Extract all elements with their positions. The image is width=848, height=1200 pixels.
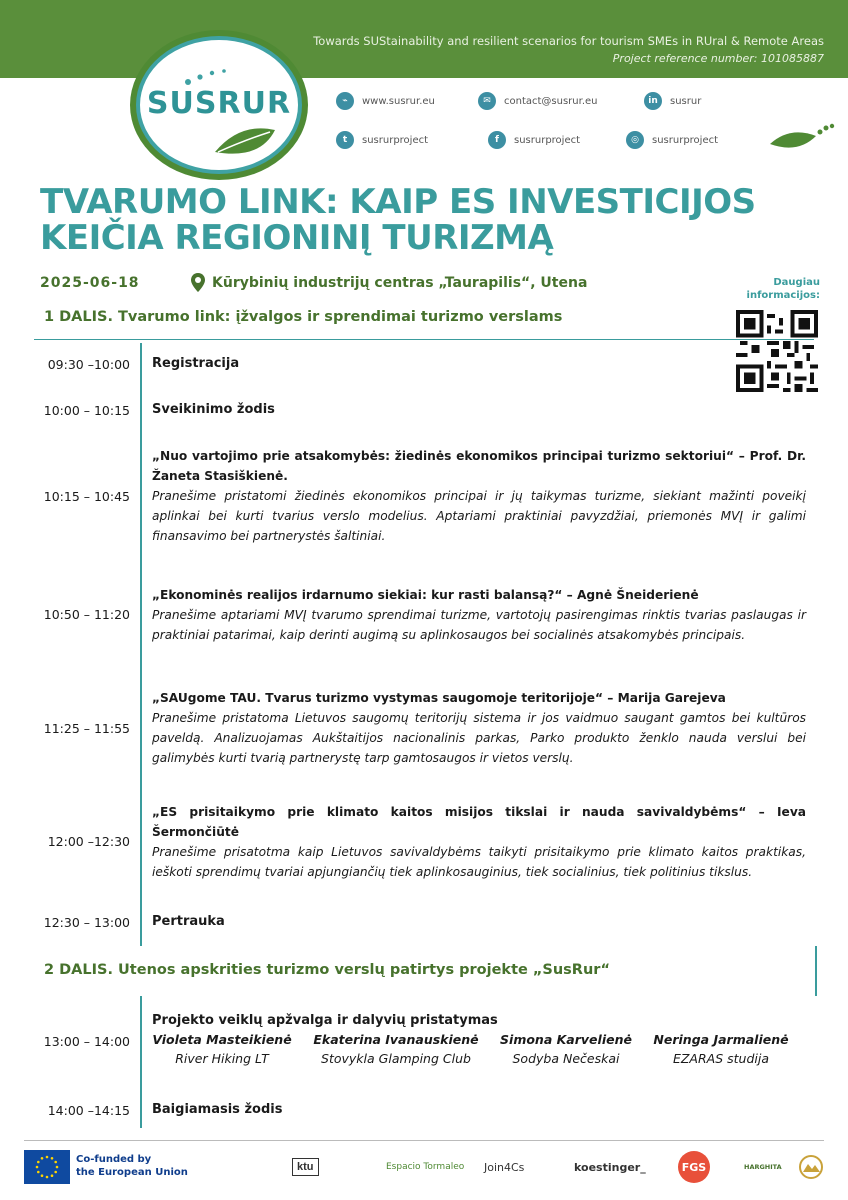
time-welcome: 10:00 – 10:15 (43, 403, 130, 418)
talk3-block (152, 688, 806, 768)
facebook-icon: f (488, 131, 506, 149)
talk2-title: „Ekonominės realijos irdarnumo siekiai: kur rasti balansą?“ – Agnė Šneiderienė (152, 588, 699, 602)
talk1-block (152, 446, 806, 546)
talk2-description: Pranešime aptariami MVĮ tvarumo sprendimai turizme, vartotojų pasirengimas rinktis tvarias paslaugas ir praktiniai patarimai, kaip derinti augimą su aplinkosaugos bei socialinės atsakomybės principais. (152, 608, 806, 642)
instagram-icon: ◎ (626, 131, 644, 149)
event-title: TVARUMO LINK: KAIP ES INVESTICIJOS KEIČIA REGIONINĮ TURIZMĄ (40, 182, 756, 258)
part1-divider (34, 339, 814, 340)
ktu-logo: ktu (292, 1152, 319, 1182)
mail-icon: ✉ (478, 92, 496, 110)
talk4-title: „ES prisitaikymo prie klimato kaitos misijos tikslai ir nauda savivaldybėms“ – Ieva Šermončiūtė (152, 805, 806, 839)
talk3-title: „SAUgome TAU. Tvarus turizmo vystymas saugomoje teritorijoje“ – Marija Garejeva (152, 691, 726, 705)
event-location: Kūrybinių industrijų centras „Taurapilis“, Utena (212, 275, 588, 291)
eu-cofunded-label: Co-funded by the European Union (76, 1154, 188, 1178)
join4cs-logo: Join4Cs (484, 1160, 525, 1174)
talk2-block (152, 585, 806, 645)
timeline-line-part2 (140, 996, 142, 1128)
linkedin-icon: in (644, 92, 662, 110)
project-tagline: Towards SUStainability and resilient scenarios for tourism SMEs in RUral & Remote Areas (313, 34, 824, 48)
label-overview: Projekto veiklų apžvalga ir dalyvių pristatymas (152, 1013, 498, 1028)
time-break: 12:30 – 13:00 (43, 915, 130, 930)
espacio-tormaleo-logo: Espacio Tormaleo (386, 1162, 465, 1172)
website-link[interactable]: ⌁ www.susrur.eu (336, 92, 435, 110)
talk1-title: „Nuo vartojimo prie atsakomybės: žiedinės ekonomikos principai turizmo sektoriui“ – Prof. Dr. Žaneta Stasiškienė. (152, 449, 806, 483)
time-overview: 13:00 – 14:00 (43, 1034, 130, 1049)
label-registration: Registracija (152, 356, 240, 371)
speaker-2: Ekaterina Ivanauskienė Stovykla Glamping Club (313, 1032, 479, 1066)
label-closing: Baigiamasis žodis (152, 1102, 283, 1117)
speaker-3: Simona Karvelienė Sodyba Nečeskai (500, 1032, 632, 1066)
speaker-4: Neringa Jarmalienė EZARAS studija (653, 1032, 789, 1066)
part2-side-line (815, 946, 817, 996)
timeline-line (140, 343, 142, 946)
location-pin-icon (190, 272, 206, 294)
talk4-block (152, 802, 806, 882)
speaker-1: Violeta Masteikienė River Hiking LT (152, 1032, 292, 1066)
eu-flag-icon (24, 1150, 70, 1184)
leaf-icon (210, 122, 280, 162)
label-break: Pertrauka (152, 914, 225, 929)
time-closing: 14:00 –14:15 (47, 1103, 130, 1118)
talk3-description: Pranešime pristatoma Lietuvos saugomų teritorijų sistema ir jos vaidmuo saugant gamtos bei kultūros paveldą. Analizuojamas Aukštaitijos nacionalinis parkas, Parko produkto ženklo nauda verslui bei galimybės kurti tvarią partnerystę tarp gamtosaugos ir vietos verslų. (152, 711, 806, 765)
twitter-icon: t (336, 131, 354, 149)
logo-wordmark: SUSRUR (146, 86, 292, 121)
time-talk4: 12:00 –12:30 (47, 834, 130, 849)
email-link[interactable]: ✉ contact@susrur.eu (478, 92, 598, 110)
koestinger-logo: koestinger_ (574, 1160, 646, 1174)
facebook-link[interactable]: f susrurproject (488, 131, 580, 149)
footer-divider (24, 1140, 824, 1141)
susrur-logo (130, 30, 308, 180)
time-registration: 09:30 –10:00 (47, 357, 130, 372)
part1-heading: 1 DALIS. Tvarumo link: įžvalgos ir sprendimai turizmo verslams (44, 309, 563, 325)
link-icon: ⌁ (336, 92, 354, 110)
contact-links (336, 92, 756, 152)
part2-heading: 2 DALIS. Utenos apskrities turizmo verslų patirtys projekte „SusRur“ (44, 962, 610, 978)
qr-code[interactable] (736, 310, 818, 392)
more-info-label: Daugiau informacijos: (746, 277, 820, 301)
talk1-description: Pranešime pristatomi žiedinės ekonomikos principai ir jų taikymas turizme, siekiant mažinti poveikį aplinkai bei kurti tvarius verslo modelius. Aptariami praktiniai pavyzdžiai, priemonės MVĮ ir galimi finansavimo bei partnerystės šaltiniai. (152, 489, 806, 543)
header-bar (0, 0, 848, 78)
linkedin-link[interactable]: in susrur (644, 92, 701, 110)
talk4-description: Pranešime prisatotma kaip Lietuvos savivaldybėms taikyti prisitaikymo prie klimato kaitos praktikas, ieškoti sprendimų tvariai apjungiančių tiek aplinkosauginius, tiek socialinius, tiek politinius tikslus. (152, 845, 806, 879)
time-talk2: 10:50 – 11:20 (43, 607, 130, 622)
harghita-logo: HARGHITA (744, 1163, 782, 1171)
event-date: 2025-06-18 (40, 275, 140, 291)
twitter-link[interactable]: t susrurproject (336, 131, 428, 149)
decorative-leaf-icon (768, 122, 838, 156)
label-welcome: Sveikinimo žodis (152, 402, 275, 417)
fgs-logo: FGS (678, 1152, 710, 1182)
partner-emblem-icon (796, 1154, 826, 1180)
project-reference: Project reference number: 101085887 (612, 52, 824, 65)
time-talk1: 10:15 – 10:45 (43, 489, 130, 504)
time-talk3: 11:25 – 11:55 (43, 721, 130, 736)
instagram-link[interactable]: ◎ susrurproject (626, 131, 718, 149)
